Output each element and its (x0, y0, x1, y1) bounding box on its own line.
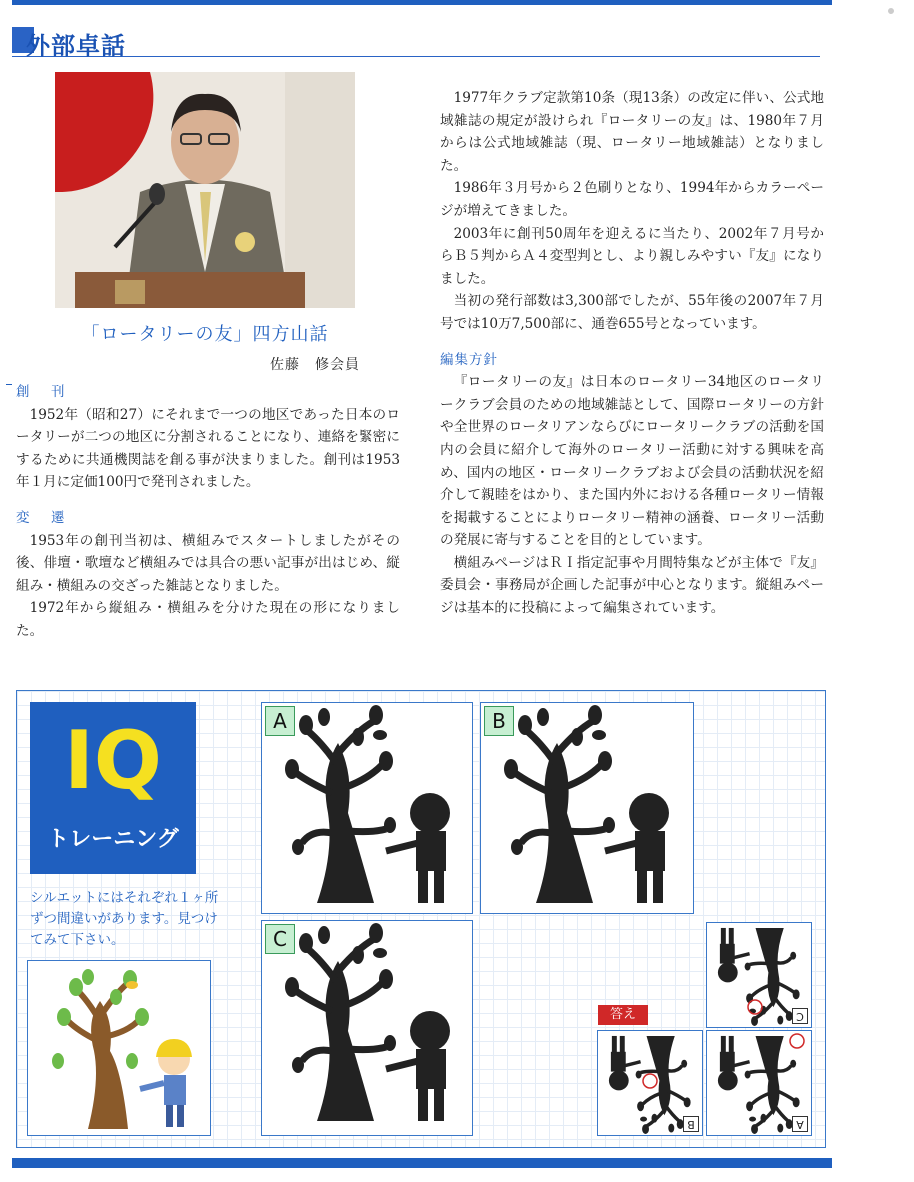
top-border (12, 0, 832, 5)
article-title: 「ロータリーの友」四方山話 (81, 324, 329, 345)
answer-label: 答え (598, 1005, 648, 1025)
corner-mark (888, 8, 894, 14)
section-title: 外部卓話 (26, 32, 126, 60)
puzzle-instructions: シルエットにはそれぞれ１ヶ所ずつ間違いがあります。見つけてみて下さい。 (30, 890, 219, 948)
panel-label: B (484, 706, 514, 736)
margin-mark (6, 384, 12, 385)
answer-panel-b (597, 1030, 703, 1136)
right-column (440, 87, 824, 620)
panel-label: A (265, 706, 295, 736)
silhouette-tree-boy (262, 703, 472, 913)
iq-logo-subtitle: トレーニング (47, 827, 179, 852)
paragraph: 2003年に創刊50周年を迎えるに当たり、2002年７月号からＢ５判からＡ４変型判とし、より親しみやすい『友』になりました。 (440, 225, 824, 287)
panel-label: C (265, 924, 295, 954)
bottom-border (12, 1158, 832, 1168)
paragraph: 横組みページはＲＩ指定記事や月間特集などが主体で『友』委員会・事務局が企画した記事が中心となります。縦組みページは基本的に投稿によって編集されています。 (440, 554, 824, 617)
panel-label: C (792, 1008, 808, 1024)
answer-marker-circle (790, 1034, 804, 1048)
section-heading-history: 変 遷 (16, 509, 69, 526)
puzzle-panel-a[interactable] (261, 702, 473, 914)
paragraph: 当初の発行部数は3,300部でしたが、55年後の2007年７月号では10万7,500部に、通巻655号となっています。 (440, 293, 824, 332)
section-heading-editorial: 編集方針 (440, 351, 498, 368)
article-author: 佐藤 修会員 (270, 357, 360, 373)
paragraph: 1972年から縦組み・横組みを分けた現在の形になりました。 (16, 600, 400, 639)
puzzle-panel-b[interactable] (480, 702, 694, 914)
iq-logo (30, 702, 196, 874)
silhouette-tree-boy (262, 921, 472, 1131)
silhouette-tree-boy (481, 703, 691, 913)
speaker-photo (55, 72, 355, 308)
paragraph: 1977年クラブ定款第10条（現13条）の改定に伴い、公式地域雑誌の規定が設けられ『ロータリーの友』は、1980年７月からは公式地域雑誌（現、ロータリー地域雑誌）となりました。 (440, 90, 824, 174)
puzzle-panel-c[interactable] (261, 920, 473, 1136)
section-heading-founding: 創 刊 (16, 384, 69, 400)
paragraph: 『ロータリーの友』は日本のロータリー34地区のロータリークラブ会員のための地域雑誌として、国際ロータリーの方針や全世界のロータリアンならびにロータリークラブの活動を国内の会員に紹介して海外のロータリー活動に対する興味を高め、国内の地区・ロータリークラブおよび会員の活動状況を紹介して親睦をはかり、また国内外における各種ロータリー情報を掲載することによりロータリー精神の涵養、ロータリー活動の発展に寄与することを目的としています。 (440, 374, 824, 549)
answer-panel-c (706, 922, 812, 1028)
answer-panel-a (706, 1030, 812, 1136)
reference-illustration (27, 960, 211, 1136)
panel-label: B (683, 1116, 699, 1132)
panel-label: A (792, 1116, 808, 1132)
answer-marker-circle (748, 1000, 762, 1014)
section-header (12, 26, 820, 60)
paragraph: 1953年の創刊当初は、横組みでスタートしましたがその後、俳壇・歌壇など横組みでは具合の悪い記事が出はじめ、縦組み・横組みの交ざった雑誌となりました。 (16, 532, 400, 594)
paragraph: 1986年３月号から２色刷りとなり、1994年からカラーページが増えてきました。 (440, 180, 824, 219)
paragraph: 1952年（昭和27）にそれまで一つの地区であった日本のロータリーが二つの地区に分割されることになり、連絡を緊密にするために共通機関誌を創る事が決まりました。創刊は1953年１月に定価100円で発刊されました。 (16, 406, 400, 491)
left-column (16, 381, 400, 643)
answer-marker-circle (643, 1074, 657, 1088)
iq-logo-text: IQ (64, 714, 162, 807)
